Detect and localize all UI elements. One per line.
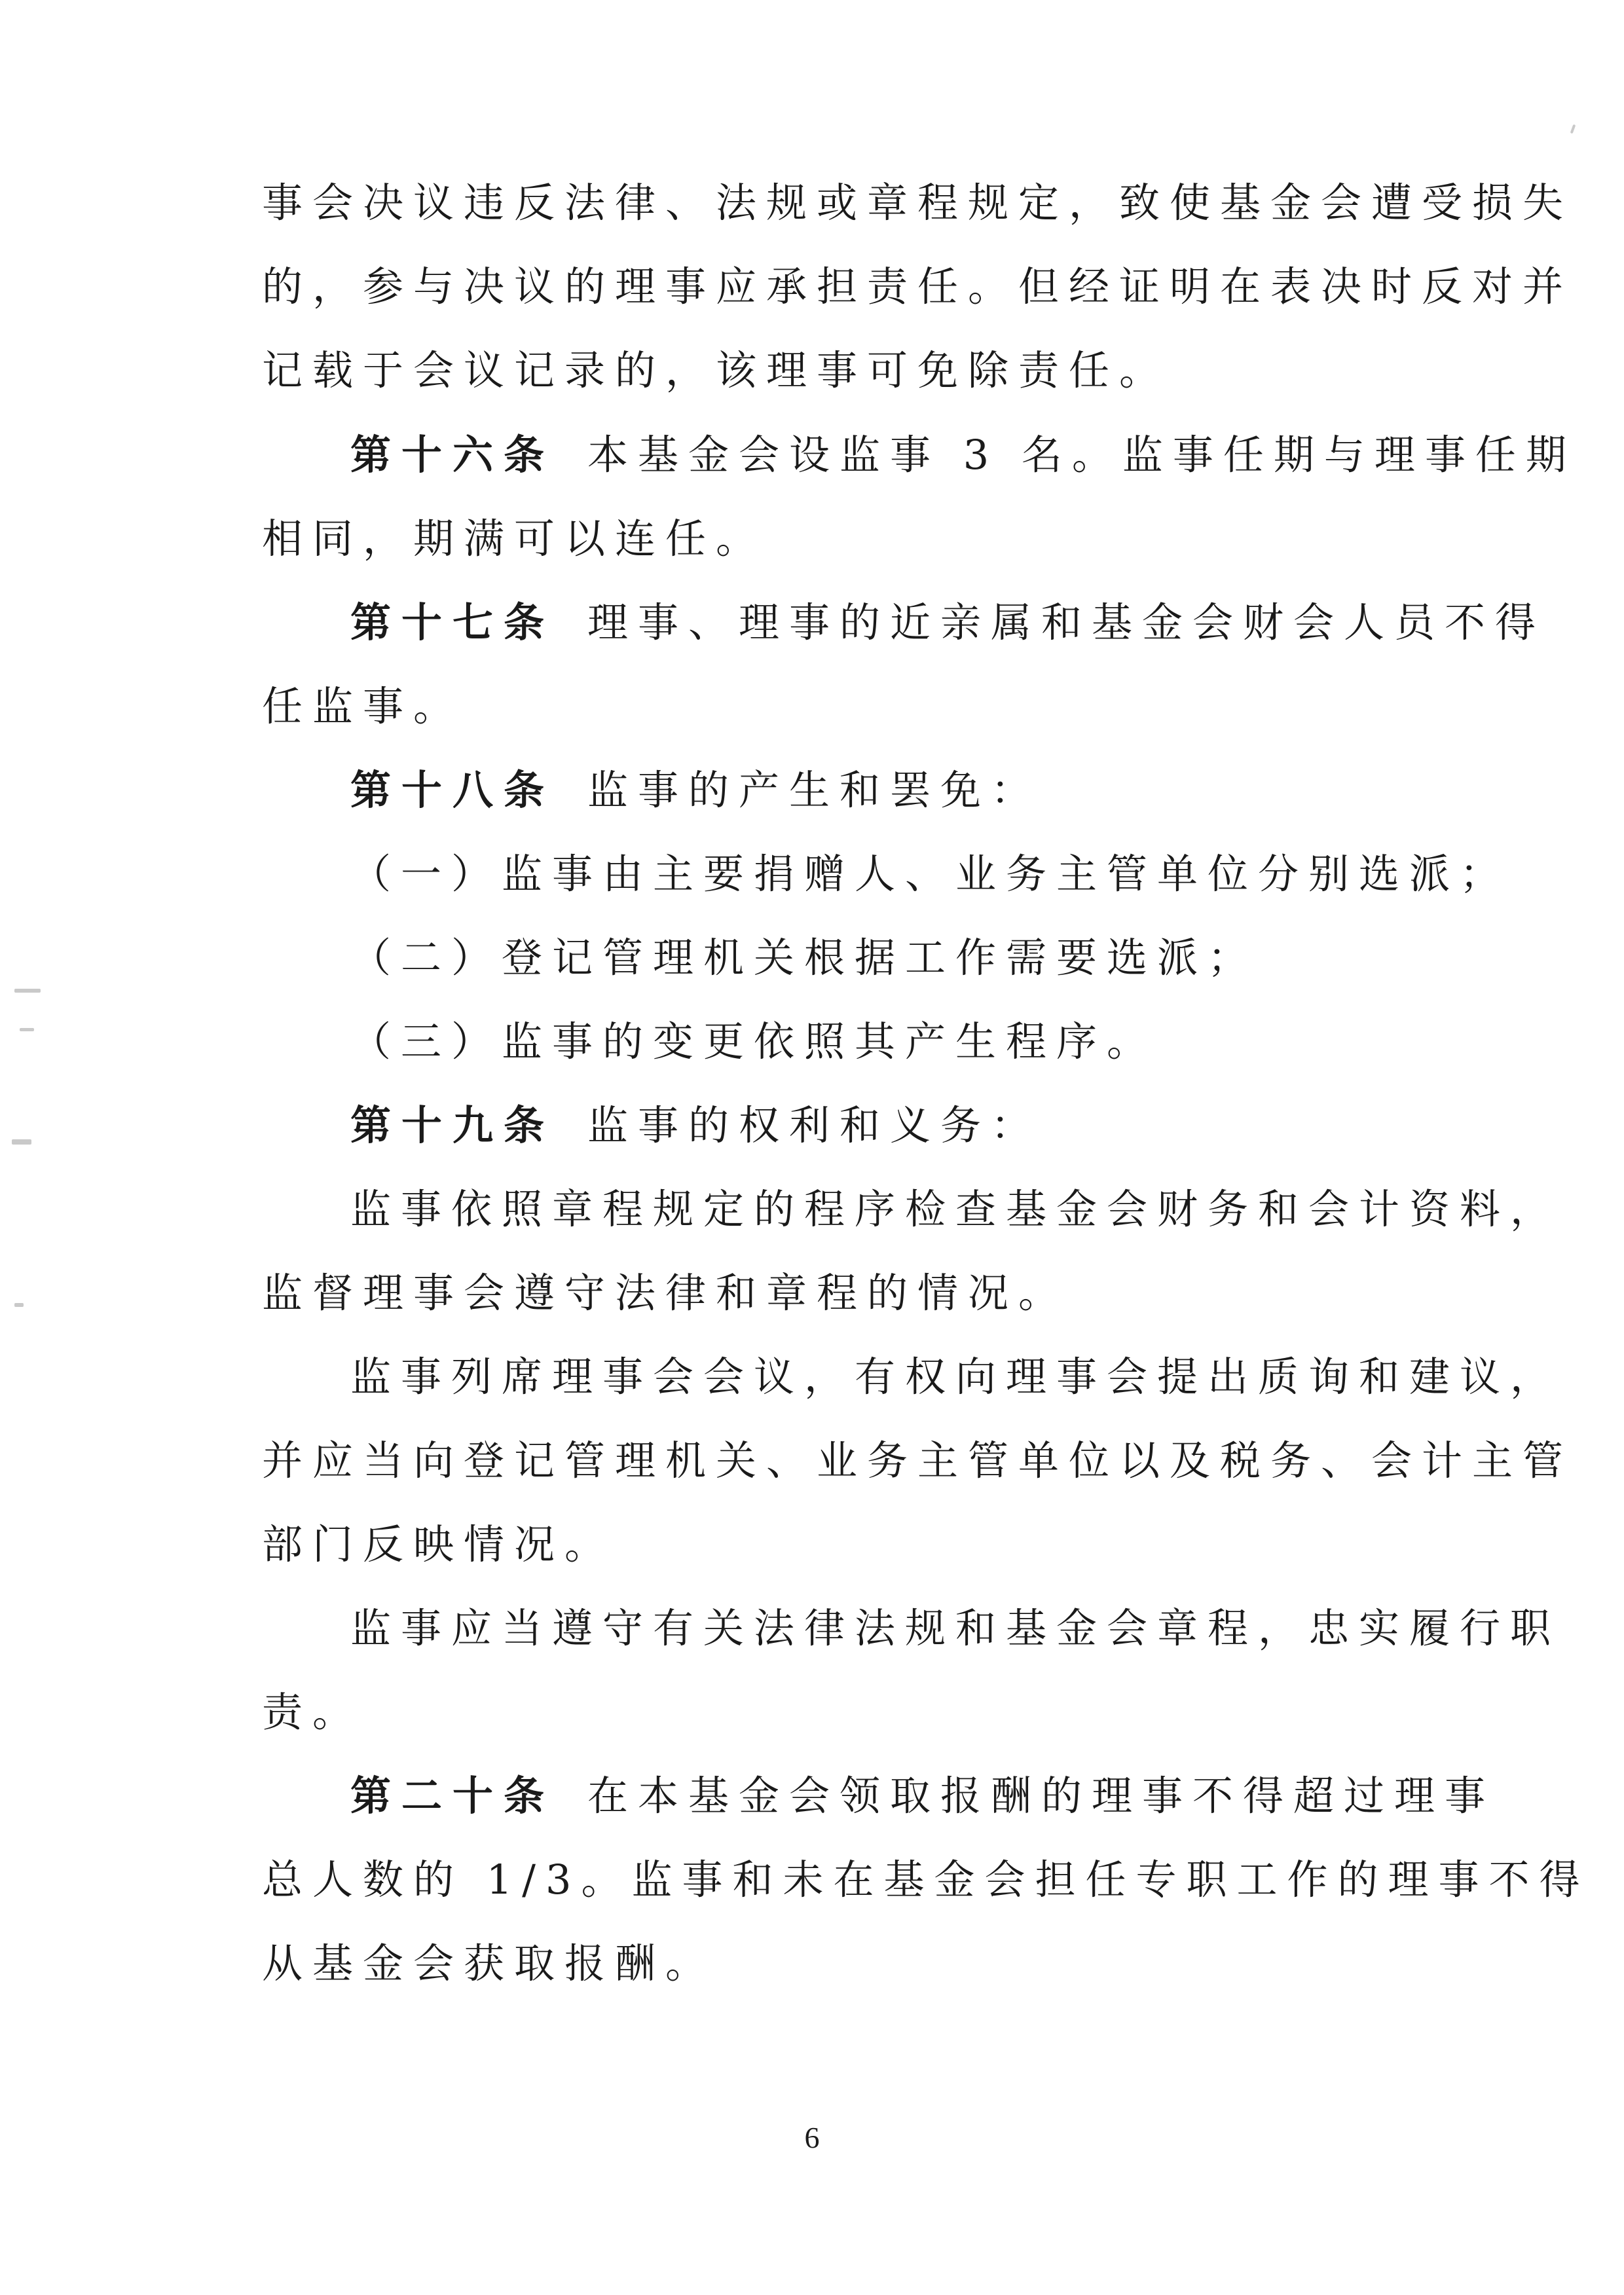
article-text: 在本基金会领取报酬的理事不得超过理事 xyxy=(587,1772,1496,1820)
article-text: 理事、理事的近亲属和基金会财会人员不得 xyxy=(587,598,1546,646)
text-line: 相同，期满可以连任。 xyxy=(262,515,767,562)
article-text: 监事的产生和罢免： xyxy=(587,766,1042,814)
scan-artifact xyxy=(12,1139,31,1145)
list-item: （一）监事由主要捐赠人、业务主管单位分别选派； xyxy=(350,850,1511,898)
text-line: 事会决议违反法律、法规或章程规定，致使基金会遭受损失 xyxy=(262,179,1574,227)
list-item: （二）登记管理机关根据工作需要选派； xyxy=(350,934,1259,982)
text-line: 并应当向登记管理机关、业务主管单位以及税务、会计主管 xyxy=(262,1437,1574,1484)
article-number: 第十六条 xyxy=(350,431,555,479)
article-18-line xyxy=(350,764,1401,817)
article-17-line xyxy=(350,597,1546,649)
paragraph-first-line: 监事依照章程规定的程序检查基金会财务和会计资料， xyxy=(350,1185,1561,1233)
article-19-line xyxy=(350,1099,1401,1152)
scan-artifact xyxy=(14,989,41,993)
article-20-line xyxy=(350,1770,1496,1822)
scan-artifact xyxy=(20,1028,34,1031)
article-number: 第十九条 xyxy=(350,1101,555,1149)
text-line: 部门反映情况。 xyxy=(262,1520,616,1568)
text-line: 监督理事会遵守法律和章程的情况。 xyxy=(262,1269,1069,1317)
article-number: 第十七条 xyxy=(350,598,555,646)
text-line: 责。 xyxy=(262,1688,363,1736)
scan-artifact xyxy=(1570,124,1576,134)
article-text: 监事的权利和义务： xyxy=(587,1101,1042,1149)
list-item: （三）监事的变更依照其产生程序。 xyxy=(350,1018,1158,1065)
article-number: 第二十条 xyxy=(350,1772,555,1820)
paragraph-first-line: 监事列席理事会会议，有权向理事会提出质询和建议， xyxy=(350,1353,1561,1401)
article-text: 本基金会设监事 3 名。监事任期与理事任期 xyxy=(587,431,1576,479)
scan-artifact xyxy=(14,1303,24,1307)
text-line: 总人数的 1/3。监事和未在基金会担任专职工作的理事不得 xyxy=(262,1856,1590,1903)
article-16-line xyxy=(350,429,1576,481)
paragraph-first-line: 监事应当遵守有关法律法规和基金会章程，忠实履行职 xyxy=(350,1604,1561,1652)
page-number: 6 xyxy=(804,2121,820,2154)
text-line: 的，参与决议的理事应承担责任。但经证明在表决时反对并 xyxy=(262,263,1574,310)
article-number: 第十八条 xyxy=(350,766,555,814)
text-line: 从基金会获取报酬。 xyxy=(262,1939,716,1987)
text-line: 任监事。 xyxy=(262,682,464,730)
text-line: 记载于会议记录的，该理事可免除责任。 xyxy=(262,346,1170,394)
